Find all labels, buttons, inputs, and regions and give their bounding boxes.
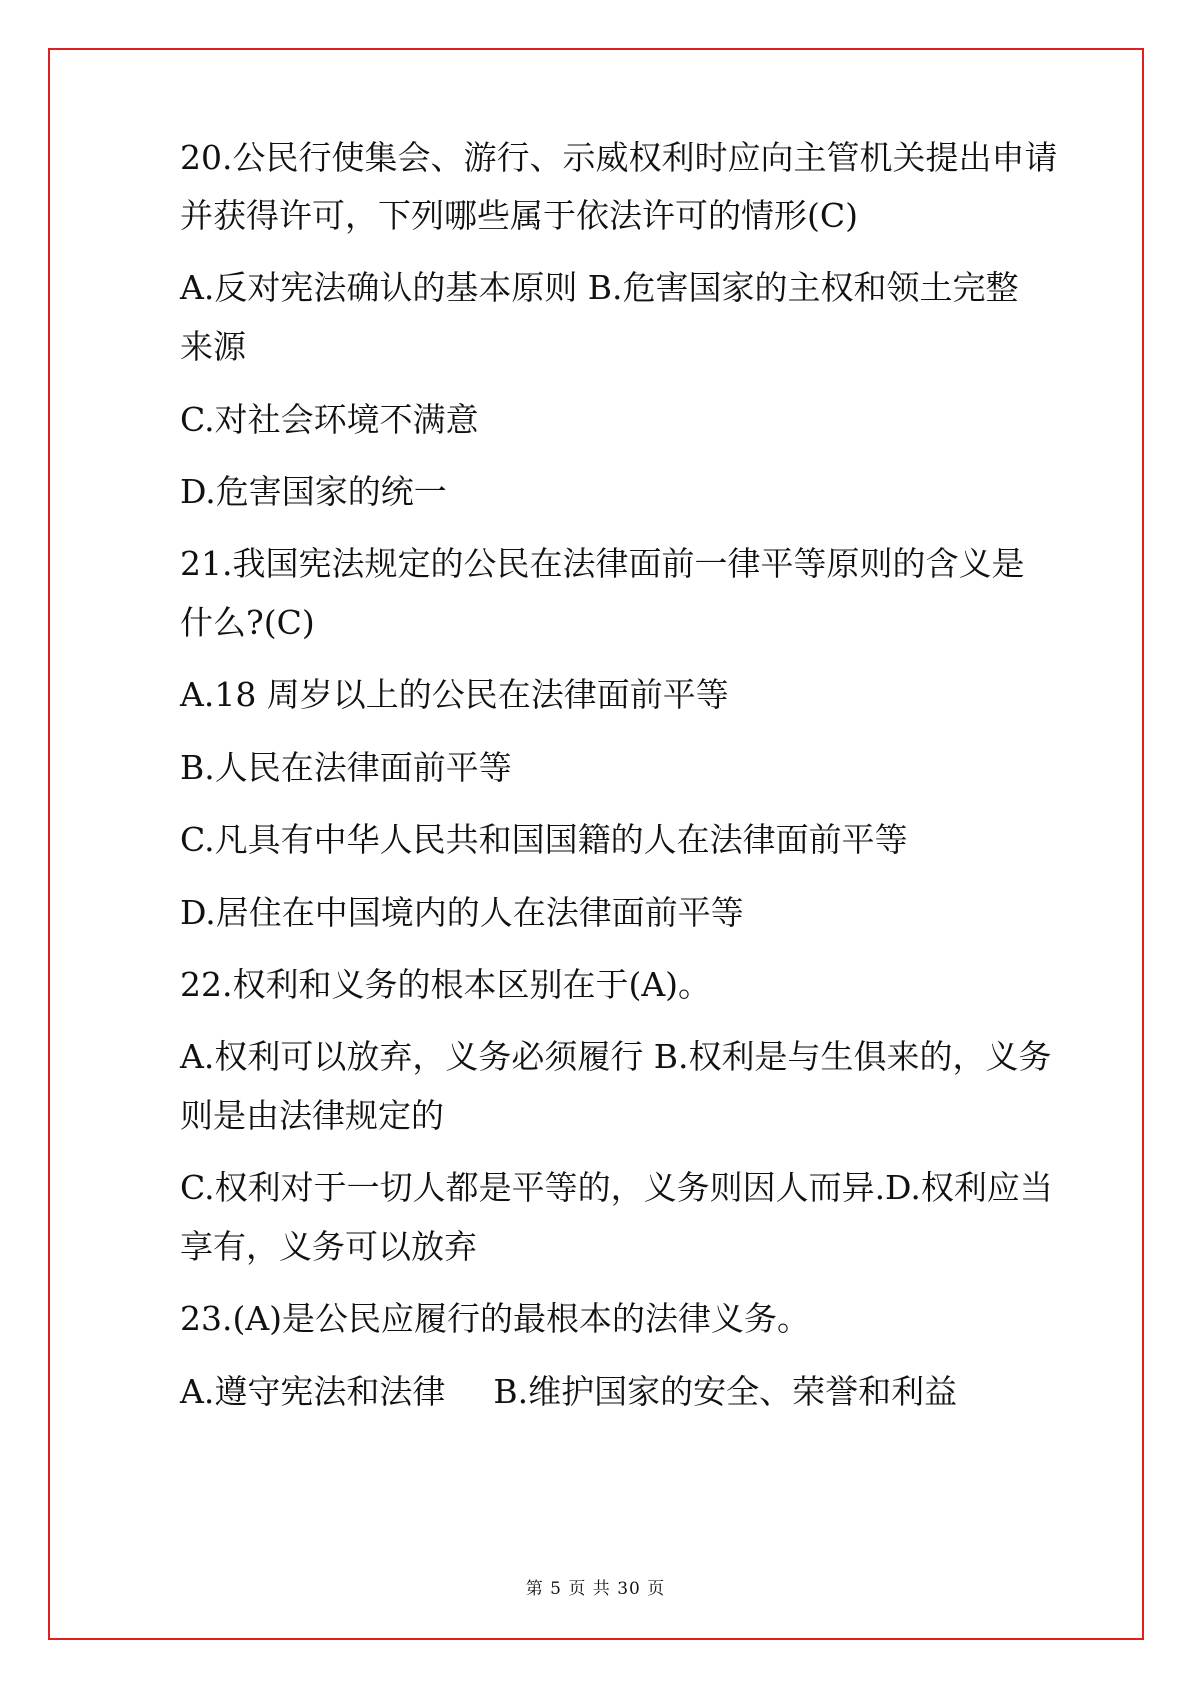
text-line: 21.我国宪法规定的公民在法律面前一律平等原则的含义是 [180, 544, 1025, 583]
text-line: D.居住在中国境内的人在法律面前平等 [180, 893, 744, 932]
text-line: 则是由法律规定的 [180, 1096, 444, 1135]
text-line: 22.权利和义务的根本区别在于(A)。 [180, 965, 712, 1004]
text-line: 什么?(C) [180, 603, 315, 642]
answer-options-line [180, 1370, 957, 1414]
text-line: A.权利可以放弃，义务必须履行 B.权利是与生俱来的，义务 [180, 1037, 1052, 1076]
text-line: B.人民在法律面前平等 [180, 748, 512, 787]
text-line: A.18 周岁以上的公民在法律面前平等 [180, 675, 729, 714]
text-line: D.危害国家的统一 [180, 472, 447, 511]
page-number: 第 5 页 共 30 页 [525, 1579, 666, 1599]
text-line: 23.(A)是公民应履行的最根本的法律义务。 [180, 1299, 811, 1338]
text-line: 享有，义务可以放弃 [180, 1227, 477, 1266]
text-line: C.凡具有中华人民共和国国籍的人在法律面前平等 [180, 820, 908, 859]
text-line: 并获得许可，下列哪些属于依法许可的情形(C) [180, 196, 858, 235]
text-line: 20.公民行使集会、游行、示威权利时应向主管机关提出申请 [180, 138, 1058, 177]
option-a: A.遵守宪法和法律 [180, 1372, 446, 1411]
option-b: B.维护国家的安全、荣誉和利益 [493, 1372, 958, 1411]
text-line: 来源 [180, 327, 246, 366]
text-line: C.对社会环境不满意 [180, 400, 479, 439]
text-line: A.反对宪法确认的基本原则 B.危害国家的主权和领土完整 [180, 268, 1019, 307]
text-line: C.权利对于一切人都是平等的，义务则因人而异.D.权利应当 [180, 1168, 1053, 1207]
